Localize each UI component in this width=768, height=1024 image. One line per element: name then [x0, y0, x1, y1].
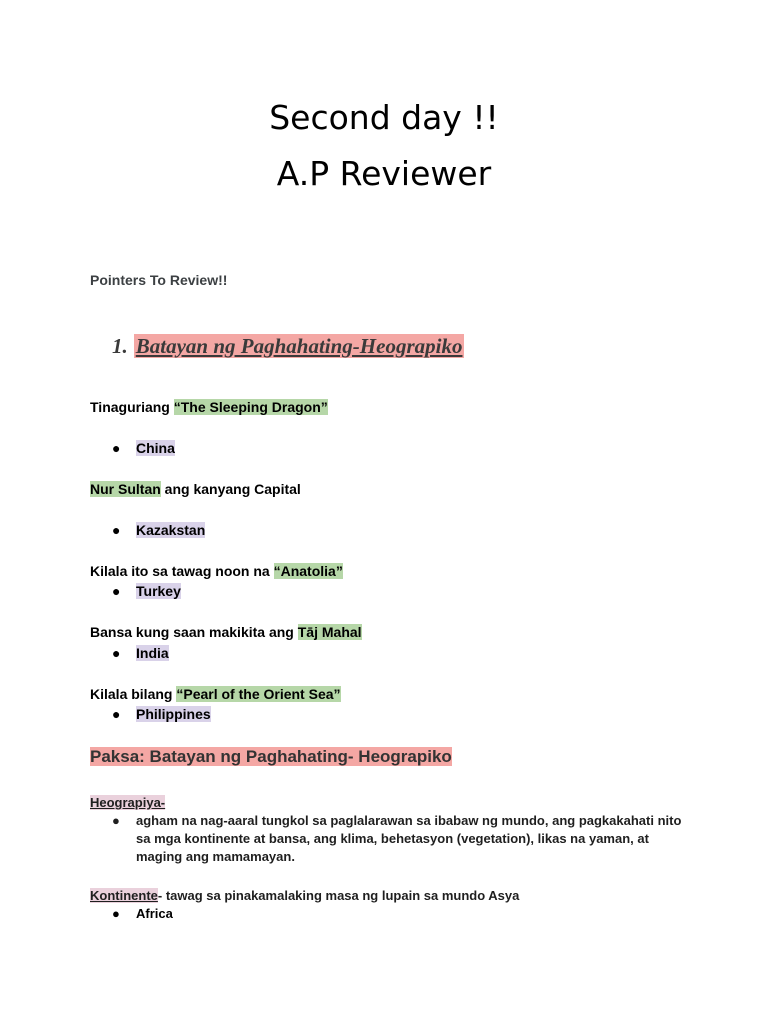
topic-heading-text: Paksa: Batayan ng Paghahating- Heograpiko	[90, 747, 452, 766]
document-title-line1: Second day !!	[269, 98, 499, 137]
answer-3	[112, 581, 181, 601]
question-5-highlight: “Pearl of the Orient Sea”	[176, 686, 341, 702]
answer-5	[112, 704, 211, 724]
answer-1	[112, 438, 175, 458]
section-title: Batayan ng Paghahating-Heograpiko	[135, 334, 463, 358]
term-heograpiya	[90, 794, 165, 812]
answer-3-text: Turkey	[136, 583, 181, 599]
answer-1-text: China	[136, 440, 175, 456]
answer-2	[112, 520, 205, 540]
topic-heading	[90, 745, 452, 769]
question-1	[90, 397, 328, 417]
pointers-label: Pointers To Review!!	[90, 272, 228, 288]
question-2-suffix: ang kanyang Capital	[160, 481, 301, 497]
question-3-highlight: “Anatolia”	[273, 563, 343, 579]
bullet-icon: ●	[112, 906, 120, 921]
bullet-icon: ●	[112, 645, 121, 661]
question-1-prefix: Tinaguriang	[90, 399, 174, 415]
term-kontinente	[90, 887, 519, 905]
question-5-prefix: Kilala bilang	[90, 686, 177, 702]
section-number: 1.	[112, 334, 128, 358]
answer-5-text: Philippines	[136, 706, 211, 722]
question-3-prefix: Kilala ito sa tawag noon na	[90, 563, 274, 579]
answer-2-text: Kazakstan	[136, 522, 206, 538]
bullet-icon: ●	[112, 813, 120, 828]
question-2	[90, 479, 301, 499]
question-2-highlight: Nur Sultan	[90, 481, 161, 497]
bullet-icon: ●	[112, 583, 121, 599]
kontinente-item-1-text: Africa	[136, 906, 173, 921]
term-kontinente-label: Kontinente	[90, 888, 158, 903]
bullet-icon: ●	[112, 522, 121, 538]
bullet-icon: ●	[112, 440, 121, 456]
answer-4-text: India	[136, 645, 169, 661]
term-kontinente-definition: - tawag sa pinakamalaking masa ng lupain sa mundo Asya	[157, 888, 520, 903]
bullet-icon: ●	[112, 706, 121, 722]
question-4-highlight: Tāj Mahal	[297, 624, 362, 640]
definition-heograpiya-text: agham na nag-aaral tungkol sa paglalarawan sa ibabaw ng mundo, ang pagkakahati nito sa mga kontinente at bansa, ang klima, behetasyon (vegetation), likas na yaman, at maging ang mamamayan.	[136, 813, 682, 864]
document-title-line2: A.P Reviewer	[276, 154, 492, 193]
question-1-highlight: “The Sleeping Dragon”	[173, 399, 328, 415]
question-4-prefix: Bansa kung saan makikita ang	[90, 624, 298, 640]
question-5	[90, 684, 341, 704]
section-heading-1	[112, 332, 464, 360]
question-4	[90, 622, 362, 642]
term-heograpiya-label: Heograpiya-	[90, 795, 166, 810]
question-3	[90, 561, 343, 581]
answer-4	[112, 643, 169, 663]
definition-heograpiya	[112, 812, 692, 866]
kontinente-item-1	[112, 905, 173, 923]
